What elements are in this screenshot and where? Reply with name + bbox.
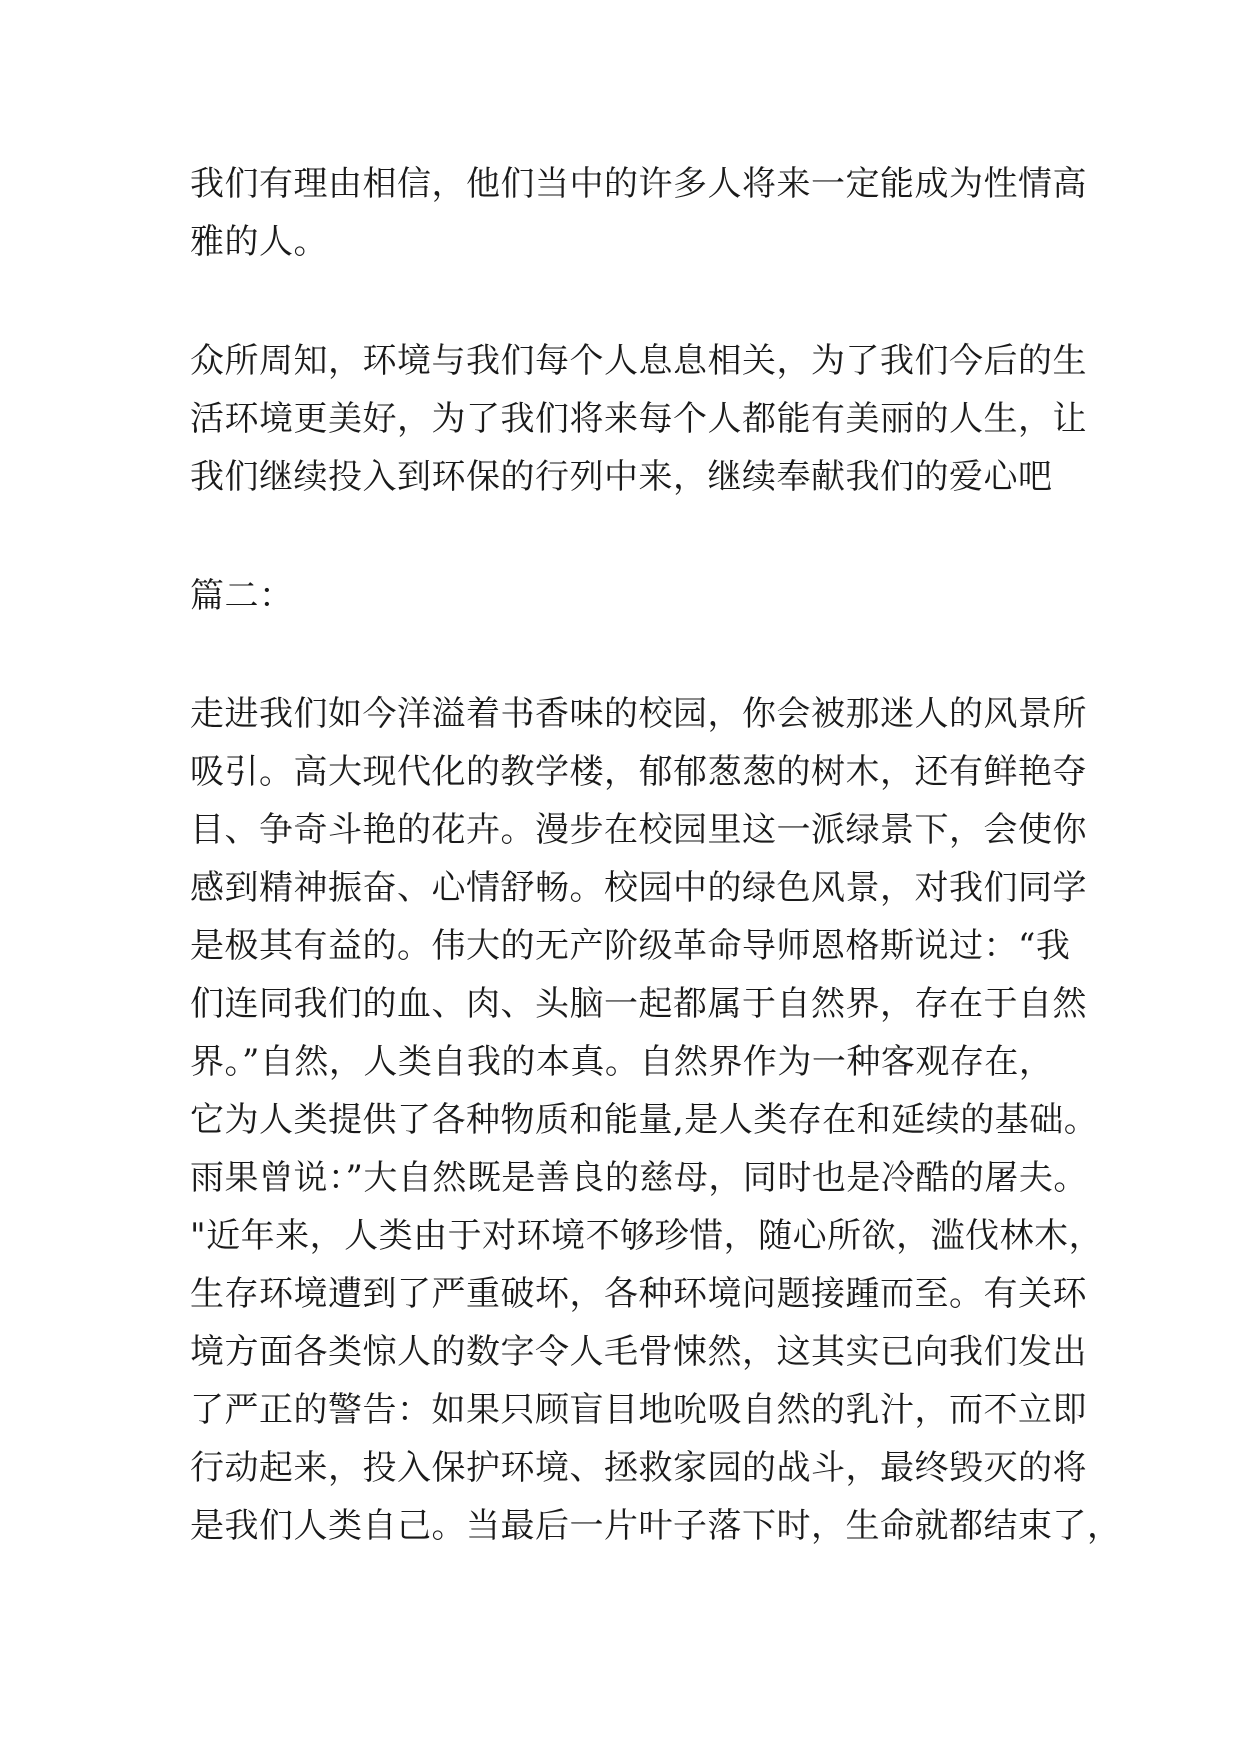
text-line: 感到精神振奋、心情舒畅。校园中的绿色风景，对我们同学 bbox=[190, 868, 1087, 908]
text-line: 目、争奇斗艳的花卉。漫步在校园里这一派绿景下，会使你 bbox=[190, 810, 1087, 850]
paragraph-1 bbox=[190, 155, 1087, 271]
text-line: 境方面各类惊人的数字令人毛骨悚然，这其实已向我们发出 bbox=[190, 1332, 1087, 1372]
text-line: 了严正的警告：如果只顾盲目地吮吸自然的乳汁，而不立即 bbox=[190, 1390, 1087, 1430]
text-line: 众所周知，环境与我们每个人息息相关，为了我们今后的生 bbox=[190, 341, 1087, 381]
text-line: 生存环境遭到了严重破坏，各种环境问题接踵而至。有关环 bbox=[190, 1274, 1087, 1314]
text-line: 行动起来，投入保护环境、拯救家园的战斗，最终毁灭的将 bbox=[190, 1448, 1087, 1488]
text-line: 走进我们如今洋溢着书香味的校园，你会被那迷人的风景所 bbox=[190, 694, 1087, 734]
text-line: "近年来，人类由于对环境不够珍惜，随心所欲，滥伐林木， bbox=[190, 1216, 1104, 1256]
text-line: 是我们人类自己。当最后一片叶子落下时，生命就都结束了， bbox=[190, 1506, 1122, 1546]
text-line: 雅的人。 bbox=[190, 222, 328, 262]
text-line: 是极其有益的。伟大的无产阶级革命导师恩格斯说过：“我 bbox=[190, 926, 1071, 966]
text-line: 雨果曾说：”大自然既是善良的慈母，同时也是冷酷的屠夫。 bbox=[190, 1158, 1088, 1198]
section-heading bbox=[190, 567, 1070, 625]
text-line: 们连同我们的血、肉、头脑一起都属于自然界，存在于自然 bbox=[190, 984, 1087, 1024]
paragraph-2 bbox=[190, 332, 1087, 506]
text-line: 我们继续投入到环保的行列中来，继续奉献我们的爱心吧 bbox=[190, 457, 1053, 497]
paragraph-3 bbox=[190, 685, 1122, 1555]
heading-text: 篇二： bbox=[190, 576, 294, 616]
text-line: 吸引。高大现代化的教学楼，郁郁葱葱的树木，还有鲜艳夺 bbox=[190, 752, 1087, 792]
text-line: 界。”自然，人类自我的本真。自然界作为一种客观存在， bbox=[190, 1042, 1054, 1082]
text-line: 它为人类提供了各种物质和能量,是人类存在和延续的基础。 bbox=[190, 1100, 1099, 1140]
text-line: 活环境更美好，为了我们将来每个人都能有美丽的人生，让 bbox=[190, 399, 1087, 439]
text-line: 我们有理由相信，他们当中的许多人将来一定能成为性情高 bbox=[190, 164, 1087, 204]
